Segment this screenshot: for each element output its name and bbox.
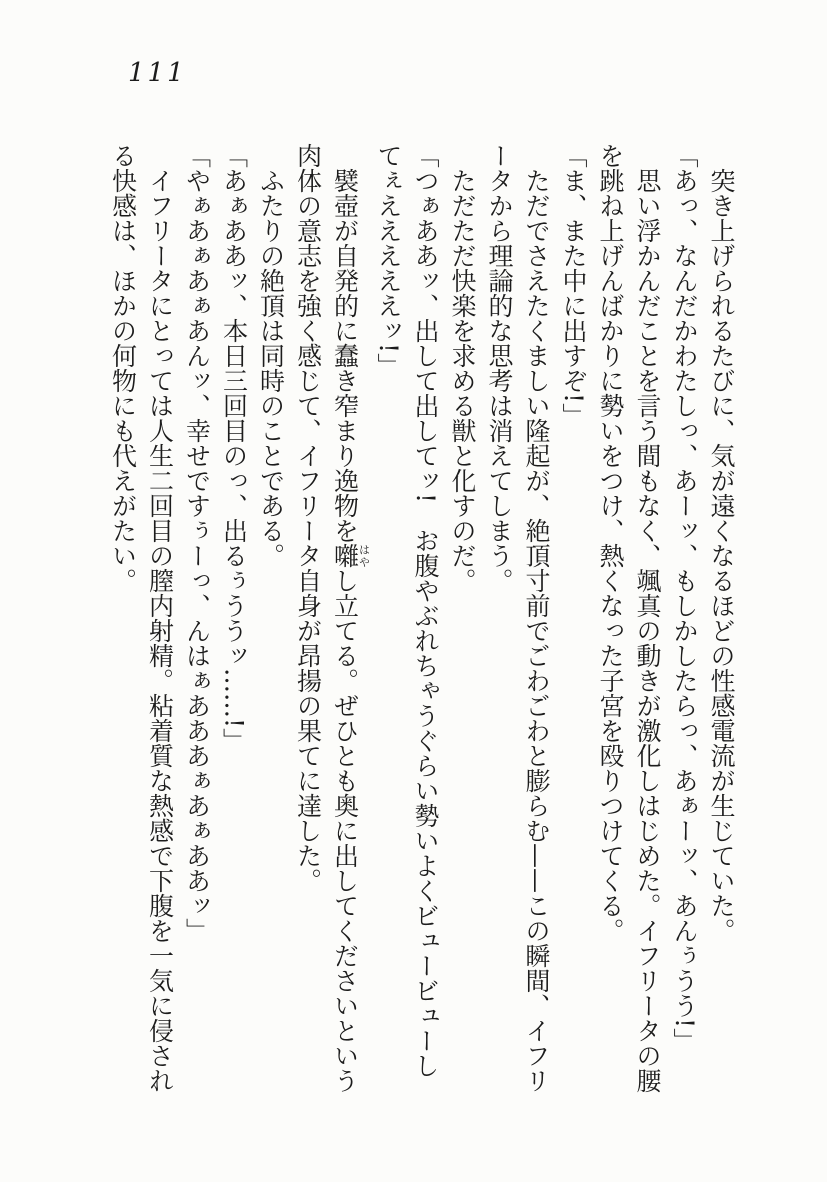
paragraph: ただでさえたくましい隆起が、絶頂寸前でごわごわと膨らむ——この瞬間、イフリータから理論的な思考は消えてしまう。	[485, 143, 551, 1093]
paragraph-dialogue: 「やぁあぁあぁあんッ、幸せですぅーっ、んはぁあああぁあぁああッ」	[182, 143, 212, 943]
paragraph: 思い浮かんだことを言う間もなく、颯真の動きが激化しはじめた。イフリータの腰を跳ね上げんばかりに勢いをつけ、熱くなった子宮を殴りつけてくる。	[596, 143, 662, 1093]
page-number: 111	[128, 58, 187, 88]
ruby-pre-text: 襞壺が自発的に蠢き窄まり逸物を	[330, 168, 360, 543]
ruby-base: 囃	[330, 543, 360, 568]
ruby-post-text: し立てる。ぜひとも奥に出してくださいという肉体の意志を強く感じて、イフリータ自身が昂揚の果てに達した。	[293, 143, 360, 1093]
paragraph-with-ruby	[290, 143, 371, 1093]
paragraph-dialogue: 「つぁああッ、出して出してッ! お腹やぶれちゃうぐらい勢いよくビュービューしてぇえええええッ!」	[374, 143, 440, 1079]
ruby-annotation	[330, 543, 371, 568]
text-block	[105, 143, 741, 1093]
ruby-furigana: はや	[357, 543, 371, 568]
paragraph: イフリータにとっては人生二回目の膣内射精。粘着質な熱感で下腹を一気に侵される快感は、ほかの何物にも代えがたい。	[108, 143, 175, 1093]
paragraph-dialogue: 「あぁああッ、本日三回目のっ、出るぅううッ……!」	[219, 143, 249, 754]
paragraph-dialogue: 「ま、また中に出すぞ!」	[559, 143, 588, 429]
paragraph: ふたりの絶頂は同時のことである。	[256, 168, 286, 568]
paragraph: 突き上げられるたびに、気が遠くなるほどの性感電流が生じていた。	[707, 168, 736, 943]
paragraph-dialogue: 「あっ、なんだかわたしっ、あーッ、もしかしたらっ、あぁーッ、あんぅうう!」	[670, 143, 699, 1054]
paragraph: ただただ快楽を求める獣と化すのだ。	[448, 168, 477, 593]
